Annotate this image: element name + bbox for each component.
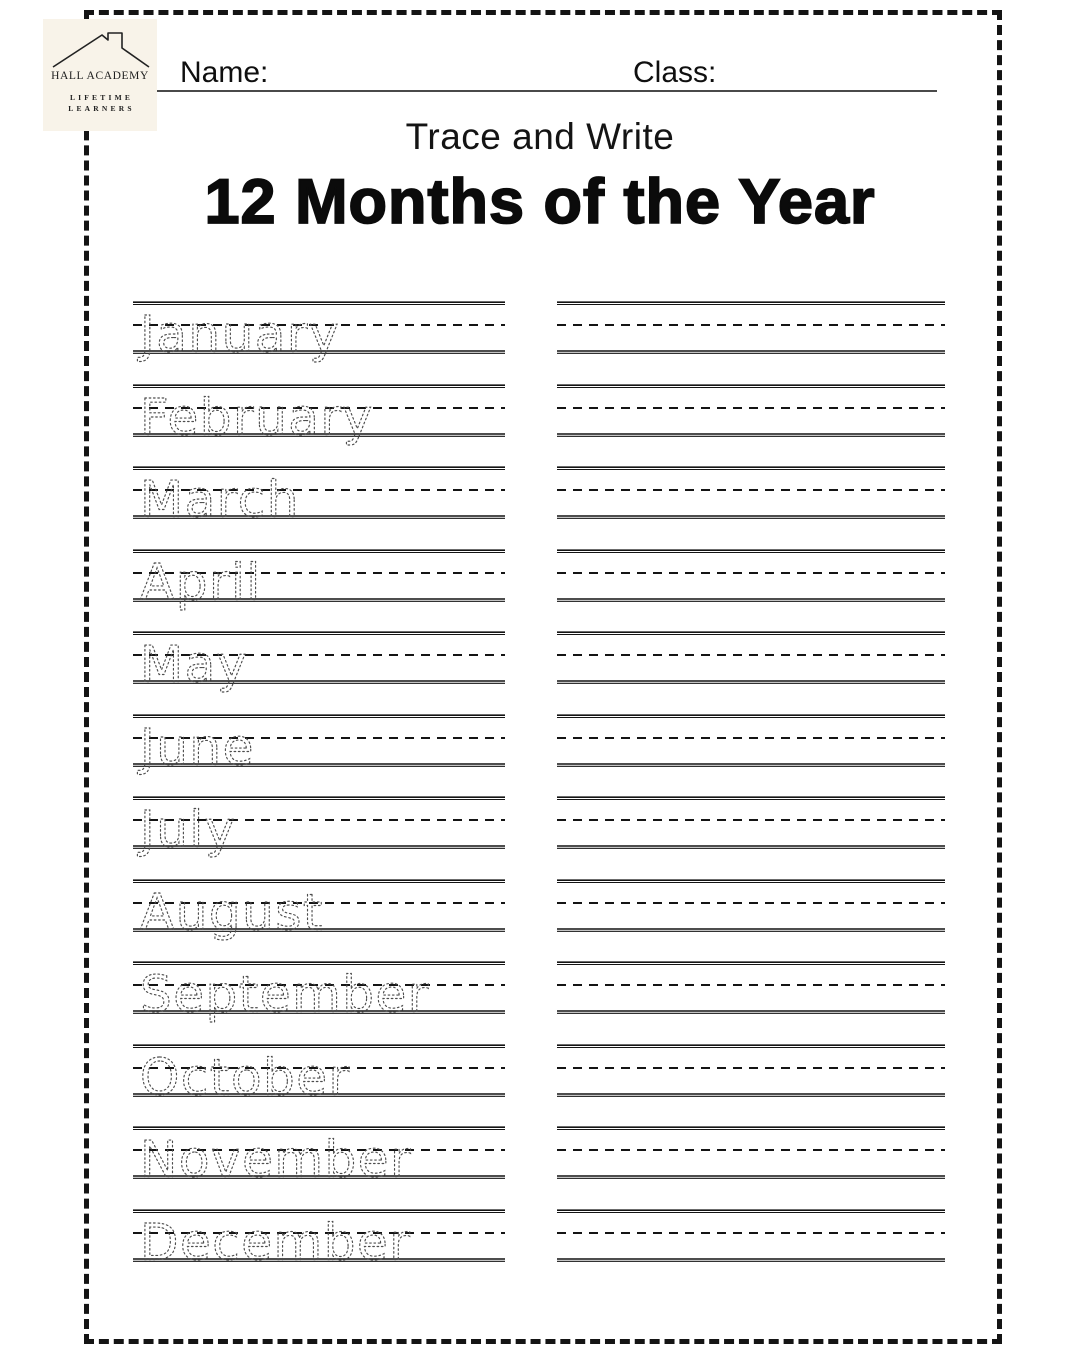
trace-row (133, 1126, 505, 1208)
logo-title: HALL ACADEMY (51, 70, 149, 82)
trace-row (133, 879, 505, 961)
trace-word: September (140, 965, 430, 1024)
practice-row (557, 301, 945, 383)
class-label: Class: (633, 56, 717, 89)
trace-row (133, 384, 505, 466)
write-column (557, 301, 945, 1291)
trace-row (133, 301, 505, 383)
worksheet-subtitle: Trace and Write (405, 116, 675, 157)
practice-row (557, 1209, 945, 1291)
name-label: Name: (180, 56, 269, 89)
trace-word: March (140, 470, 300, 529)
trace-row (133, 961, 505, 1043)
trace-row (133, 1209, 505, 1291)
trace-row (133, 631, 505, 713)
trace-row (133, 796, 505, 878)
trace-word: June (140, 718, 255, 776)
practice-row (557, 549, 945, 631)
hall-academy-logo (43, 19, 157, 131)
practice-row (557, 796, 945, 878)
name-class-write-line (157, 90, 937, 92)
practice-row (557, 466, 945, 548)
trace-word: April (140, 553, 262, 611)
trace-row (133, 466, 505, 548)
trace-word: July (140, 800, 236, 859)
trace-word: August (140, 883, 324, 941)
trace-row (133, 714, 505, 796)
trace-word: May (140, 635, 248, 694)
practice-row (557, 879, 945, 961)
practice-row (557, 1126, 945, 1208)
trace-word: November (140, 1130, 413, 1189)
practice-row (557, 384, 945, 466)
trace-word: December (140, 1213, 412, 1271)
house-roof-icon (48, 29, 152, 69)
trace-row (133, 549, 505, 631)
practice-row (557, 1044, 945, 1126)
logo-subtitle-line2: LEARNERS (68, 104, 135, 113)
practice-row (557, 714, 945, 796)
practice-row (557, 961, 945, 1043)
trace-row (133, 1044, 505, 1126)
trace-word: January (140, 305, 341, 364)
logo-subtitle-line1: LIFETIME (69, 93, 134, 102)
trace-word: February (140, 388, 374, 446)
worksheet-title: 12 Months of the Year (204, 167, 876, 237)
trace-word: October (140, 1048, 351, 1106)
trace-column (133, 301, 505, 1291)
practice-row (557, 631, 945, 713)
